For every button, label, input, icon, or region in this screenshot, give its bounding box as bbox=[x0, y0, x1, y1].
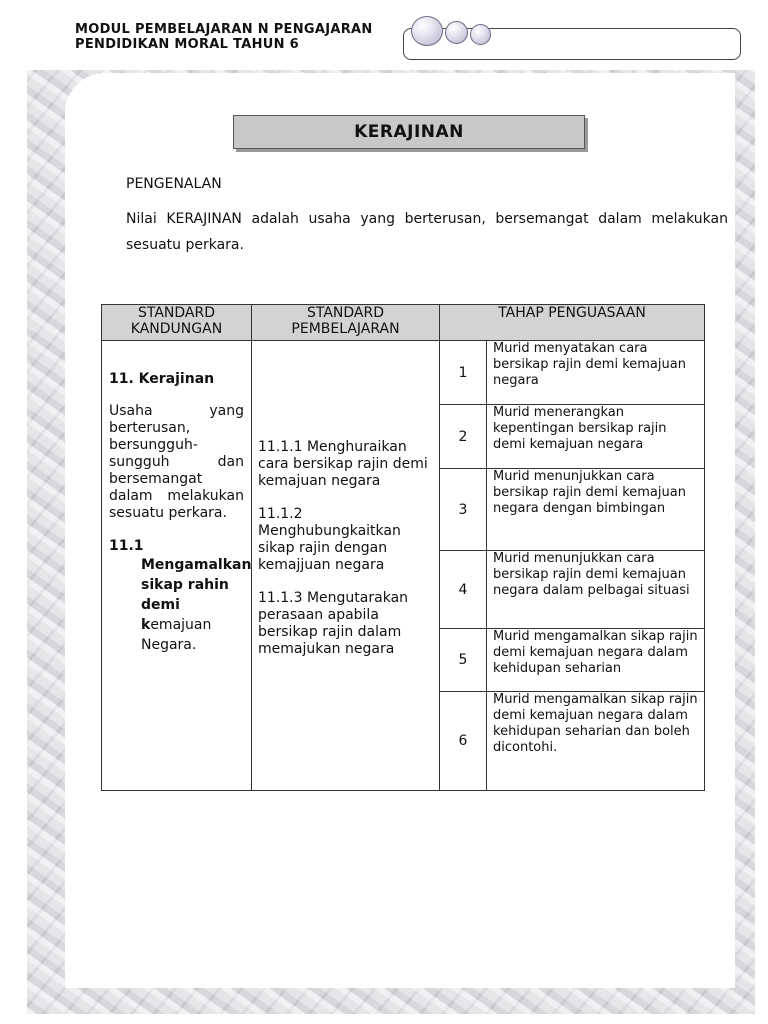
tahap-level: 6 bbox=[440, 692, 487, 791]
module-header-line2: PENDIDIKAN MORAL TAHUN 6 bbox=[75, 37, 299, 52]
kandungan-sub-text bbox=[109, 555, 252, 655]
tahap-description: Murid menunjukkan cara bersikap rajin demi kemajuan negara dalam pelbagai situasi bbox=[487, 551, 705, 629]
kandungan-sub-number: 11.1 bbox=[109, 538, 144, 554]
tahap-description: Murid mengamalkan sikap rajin demi kemajuan negara dalam kehidupan seharian bbox=[487, 629, 705, 692]
tahap-description: Murid menyatakan cara bersikap rajin demi kemajuan negara bbox=[487, 341, 705, 405]
pembelajaran-item: 11.1.2 Menghubungkaitkan sikap rajin dengan kemajjuan negara bbox=[258, 506, 401, 573]
header-standard-kandungan: STANDARD KANDUNGAN bbox=[102, 305, 252, 341]
pembelajaran-item: 11.1.3 Mengutarakan perasaan apabila bersikap rajin dalam memajukan negara bbox=[258, 590, 409, 657]
header-tahap-penguasaan: TAHAP PENGUASAAN bbox=[440, 305, 705, 341]
bubble-medium-icon bbox=[445, 21, 468, 44]
tahap-level: 4 bbox=[440, 551, 487, 629]
tahap-level: 2 bbox=[440, 405, 487, 469]
tahap-description: Murid mengamalkan sikap rajin demi kemajuan negara dalam kehidupan seharian dan boleh dicontohi. bbox=[487, 692, 705, 791]
kandungan-sub-bold: Mengamalkan sikap rahin demi k bbox=[141, 557, 252, 633]
kandungan-cell bbox=[102, 341, 252, 791]
standard-table bbox=[101, 304, 705, 791]
module-header bbox=[75, 22, 373, 52]
intro-text: Nilai KERAJINAN adalah usaha yang berterusan, bersemangat dalam melakukan sesuatu perkara. bbox=[126, 211, 728, 253]
tahap-level: 1 bbox=[440, 341, 487, 405]
module-header-line1: MODUL PEMBELAJARAN N PENGAJARAN bbox=[75, 22, 373, 37]
tahap-description: Murid menunjukkan cara bersikap rajin demi kemajuan negara dengan bimbingan bbox=[487, 469, 705, 551]
pembelajaran-cell bbox=[252, 341, 440, 791]
kandungan-description: Usaha yang berterusan, bersungguh-sungguh dan bersemangat dalam melakukan sesuatu perkara. bbox=[109, 403, 244, 521]
tahap-level: 3 bbox=[440, 469, 487, 551]
bubble-large-icon bbox=[411, 16, 443, 46]
intro-heading: PENGENALAN bbox=[126, 176, 222, 192]
tahap-description: Murid menerangkan kepentingan bersikap rajin demi kemajuan negara bbox=[487, 405, 705, 469]
header-standard-pembelajaran: STANDARD PEMBELAJARAN bbox=[252, 305, 440, 341]
page-title: KERAJINAN bbox=[233, 115, 585, 149]
pembelajaran-item: 11.1.1 Menghuraikan cara bersikap rajin demi kemajuan negara bbox=[258, 439, 428, 489]
bubble-small-icon bbox=[470, 24, 491, 45]
tahap-level: 5 bbox=[440, 629, 487, 692]
kandungan-sub-rest: emajuan Negara. bbox=[141, 617, 212, 653]
kandungan-title: 11. Kerajinan bbox=[109, 371, 215, 387]
